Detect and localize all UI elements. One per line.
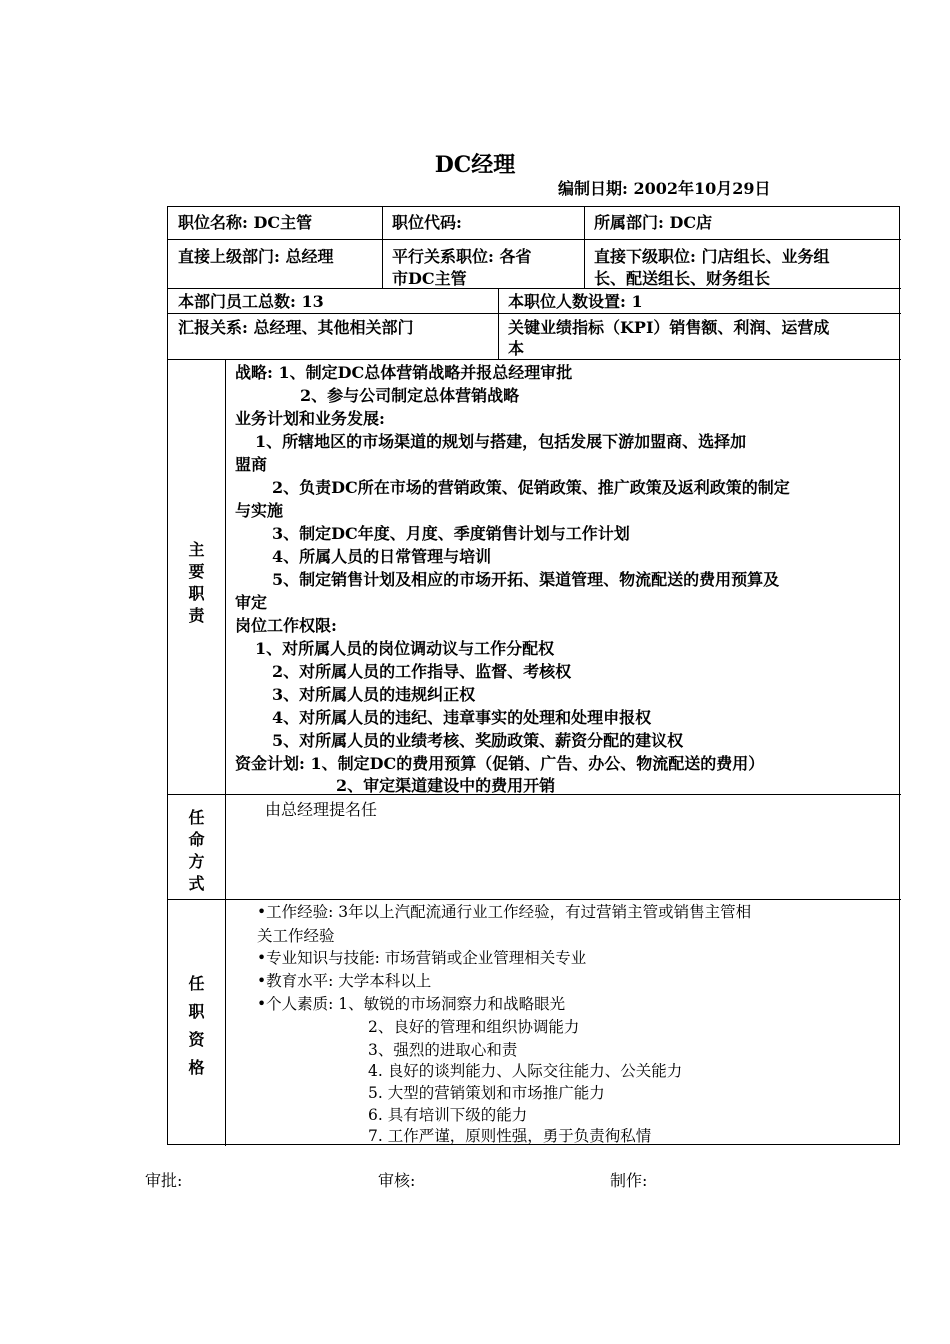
duty-line: 2、负责DC所在市场的营销政策、促销政策、推广政策及返利政策的制定	[272, 478, 790, 497]
kpi-line2: 本	[508, 339, 525, 358]
reporting-relationship: 汇报关系: 总经理、其他相关部门	[178, 318, 414, 337]
duty-line: 2、参与公司制定总体营销战略	[300, 386, 520, 405]
duty-line: 业务计划和业务发展:	[235, 409, 385, 428]
duty-line: 岗位工作权限:	[235, 616, 337, 635]
qualification-line: 2、良好的管理和组织协调能力	[368, 1018, 580, 1036]
appointment-text: 由总经理提名任	[265, 800, 378, 819]
duty-line: 审定	[235, 593, 268, 612]
qualification-line: 6. 具有培训下级的能力	[368, 1106, 528, 1124]
duty-line: 3、对所属人员的违规纠正权	[272, 685, 476, 704]
parallel-position-line2: 市DC主管	[392, 269, 467, 288]
duties-label: 主 要 职 责	[188, 540, 205, 625]
duty-line: 1、所辖地区的市场渠道的规划与搭建，包括发展下游加盟商、选择加	[255, 432, 747, 451]
staff-total: 本部门员工总数: 13	[178, 292, 324, 311]
approve-signature: 审批:	[145, 1171, 183, 1190]
qualification-line: •教育水平: 大学本科以上	[257, 972, 432, 990]
qualification-line: 4. 良好的谈判能力、人际交往能力、公关能力	[368, 1062, 683, 1080]
direct-subordinate-line1: 直接下级职位: 门店组长、业务组	[594, 247, 830, 266]
qualification-line: •工作经验: 3年以上汽配流通行业工作经验，有过营销主管或销售主管相	[257, 903, 752, 921]
compile-date: 编制日期: 2002年10月29日	[558, 179, 771, 198]
duty-line: 资金计划: 1、制定DC的费用预算（促销、广告、办公、物流配送的费用）	[235, 754, 765, 773]
document-title: DC经理	[434, 152, 516, 178]
qualification-line: 5. 大型的营销策划和市场推广能力	[368, 1084, 605, 1102]
duty-line: 战略: 1、制定DC总体营销战略并报总经理审批	[235, 363, 573, 382]
duty-line: 2、对所属人员的工作指导、监督、考核权	[272, 662, 572, 681]
appointment-label: 任 命 方 式	[188, 808, 205, 893]
parallel-position-line1: 平行关系职位: 各省	[392, 247, 532, 266]
duty-line: 与实施	[235, 501, 284, 520]
duty-line: 3、制定DC年度、月度、季度销售计划与工作计划	[272, 524, 630, 543]
prepare-signature: 制作:	[610, 1171, 648, 1190]
qualification-line: •个人素质: 1、敏锐的市场洞察力和战略眼光	[257, 995, 566, 1013]
qualification-line: 关工作经验	[257, 927, 335, 945]
review-signature: 审核:	[378, 1171, 416, 1190]
department: 所属部门: DC店	[594, 213, 713, 232]
duty-line: 5、制定销售计划及相应的市场开拓、渠道管理、物流配送的费用预算及	[272, 570, 780, 589]
duty-line: 1、对所属人员的岗位调动议与工作分配权	[255, 639, 555, 658]
qualification-line: 7. 工作严谨，原则性强，勇于负责徇私情	[368, 1127, 652, 1145]
job-description-table	[167, 206, 900, 1145]
direct-subordinate-line2: 长、配送组长、财务组长	[594, 269, 771, 288]
headcount: 本职位人数设置: 1	[508, 292, 643, 311]
duty-line: 4、对所属人员的违纪、违章事实的处理和处理申报权	[272, 708, 652, 727]
duty-line: 4、所属人员的日常管理与培训	[272, 547, 492, 566]
direct-superior: 直接上级部门: 总经理	[178, 247, 334, 266]
kpi-line1: 关键业绩指标（KPI）销售额、利润、运营成	[508, 318, 830, 337]
position-name: 职位名称: DC主管	[178, 213, 313, 232]
qualifications-label: 任 职 资 格	[188, 974, 205, 1077]
duty-line: 2、审定渠道建设中的费用开销	[336, 776, 556, 795]
qualification-line: •专业知识与技能: 市场营销或企业管理相关专业	[257, 949, 587, 967]
duty-line: 5、对所属人员的业绩考核、奖励政策、薪资分配的建议权	[272, 731, 684, 750]
qualification-line: 3、强烈的进取心和责	[368, 1041, 518, 1059]
duty-line: 盟商	[235, 455, 268, 474]
position-code: 职位代码:	[392, 213, 462, 232]
